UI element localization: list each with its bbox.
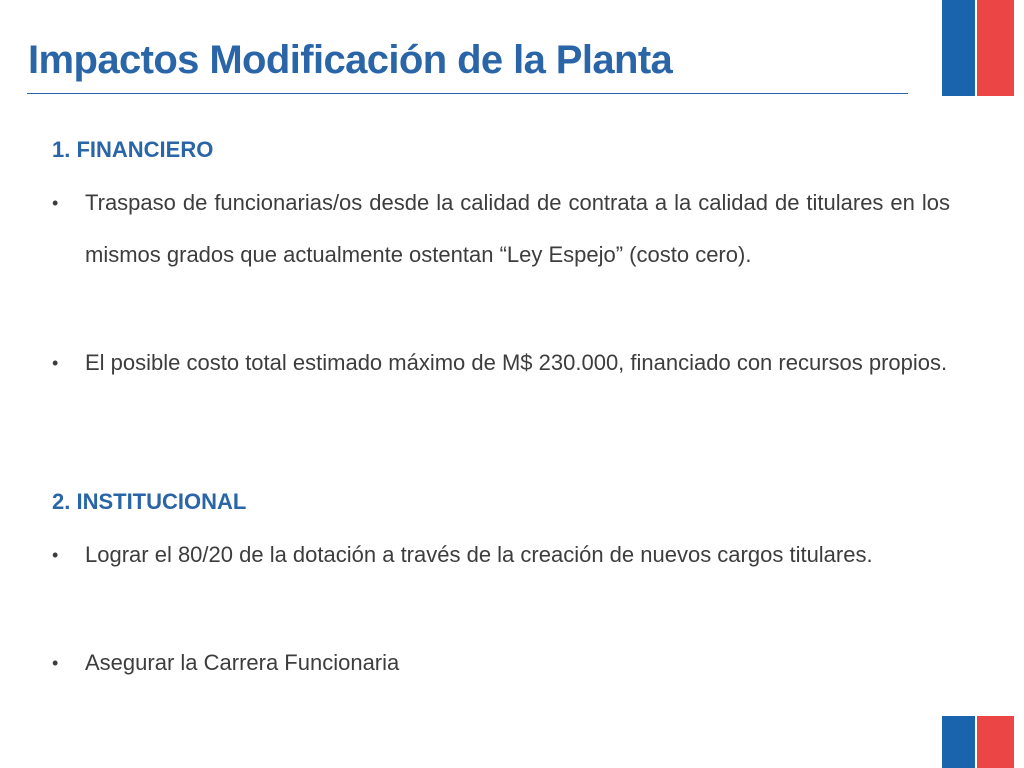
bullet-text: El posible costo total estimado máximo de M$ 230.000, financiado con recursos propios. (85, 350, 948, 375)
bullet-icon: • (52, 653, 59, 673)
flag-blue-stripe (942, 0, 975, 96)
bullet-icon: • (52, 545, 59, 565)
flag-blue-stripe (942, 716, 975, 768)
bullet-text: Traspaso de funcionarias/os desde la calidad de contrata a la calidad de titulares en los mismos grados que actualmente ostentan “Ley Espejo” (costo cero). (85, 190, 950, 267)
section-heading-financiero: 1. FINANCIERO (52, 137, 214, 162)
section-heading-institucional: 2. INSTITUCIONAL (52, 489, 247, 514)
bullet-icon: • (52, 193, 59, 213)
flag-red-stripe (977, 716, 1014, 768)
bullet-icon: • (52, 353, 59, 373)
bullet-text: Lograr el 80/20 de la dotación a través de la creación de nuevos cargos titulares. (85, 542, 873, 567)
flag-red-stripe (977, 0, 1014, 96)
flag-decoration-top (942, 0, 1014, 96)
bullet-item (52, 177, 950, 281)
bullet-text: Asegurar la Carrera Funcionaria (85, 650, 400, 675)
bullet-item (52, 529, 950, 581)
bullet-item (52, 637, 950, 689)
flag-decoration-bottom (942, 716, 1014, 768)
slide-title: Impactos Modificación de la Planta (28, 38, 673, 82)
bullet-item (52, 337, 950, 389)
title-underline (27, 93, 908, 94)
